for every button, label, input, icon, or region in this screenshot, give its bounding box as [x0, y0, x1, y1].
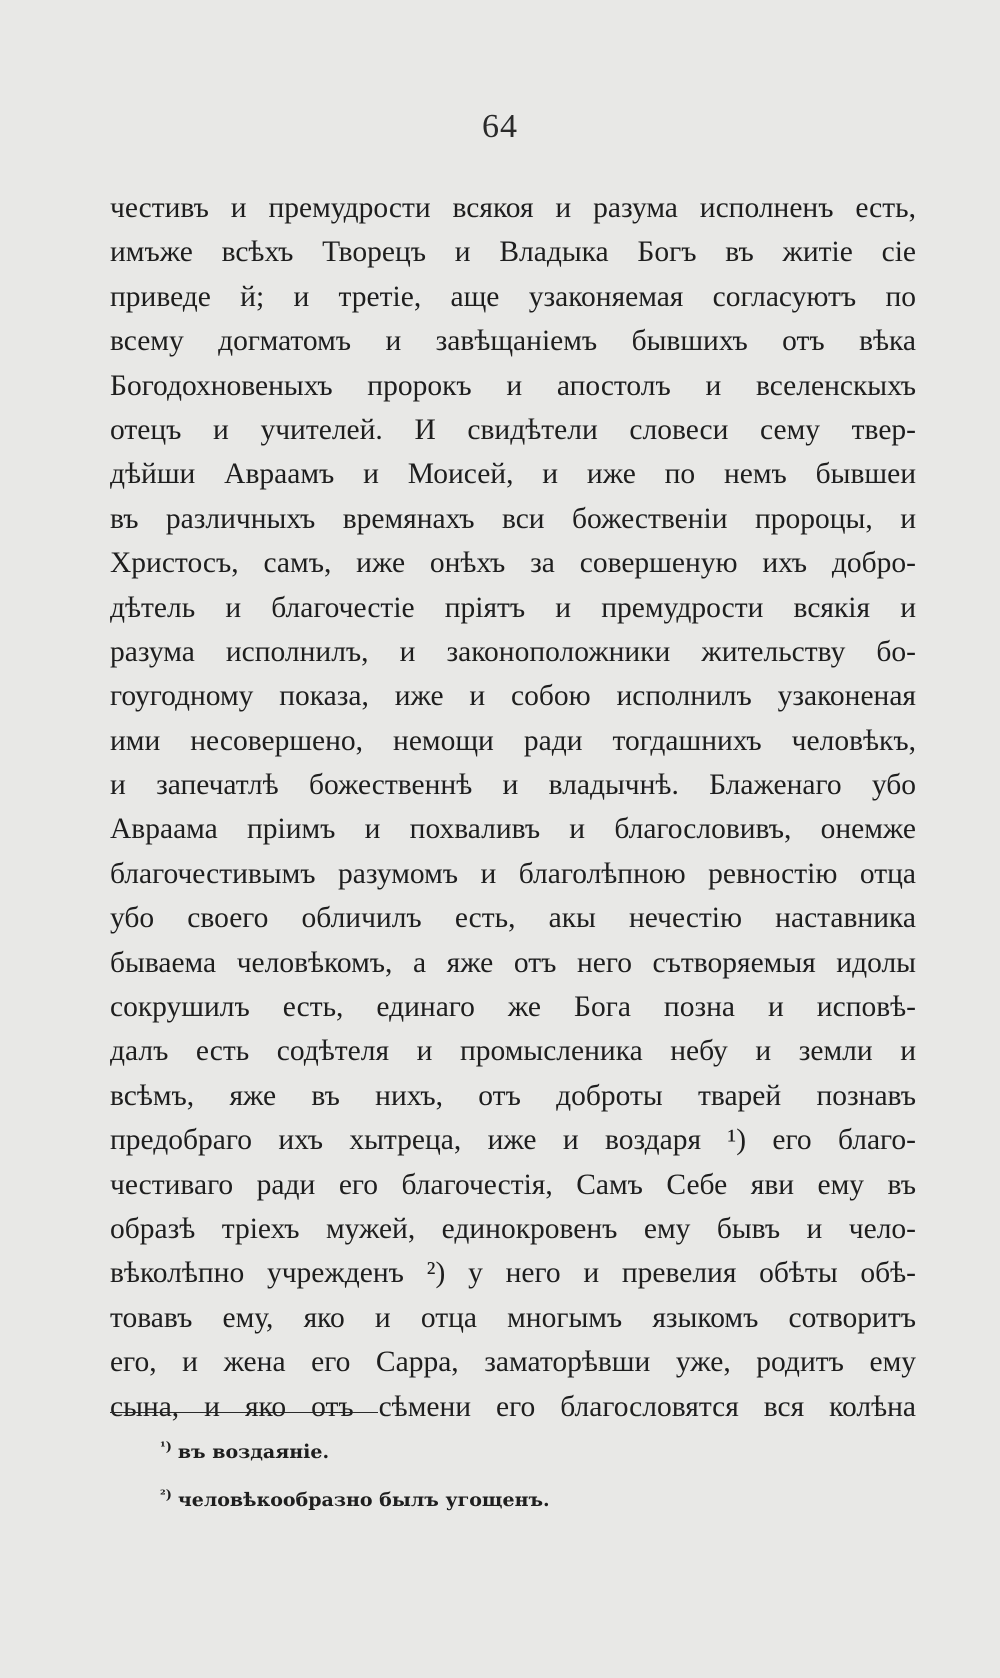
text-line: гоугодному показа, иже и собою исполнилъ узаконеная [110, 680, 916, 713]
text-line: Христосъ, самъ, иже онѣхъ за совершеную ихъ добро- [110, 547, 916, 580]
text-line: честиваго ради его благочестія, Самъ Себе яви ему въ [110, 1168, 916, 1201]
text-line: ими несовершено, немощи ради тогдашнихъ человѣкъ, [110, 724, 916, 757]
footnotes [160, 1424, 860, 1520]
text-line: всему догматомъ и завѣщаніемъ бывшихъ отъ вѣка [110, 325, 916, 358]
footnote [160, 1472, 860, 1520]
text-line: всѣмъ, яже въ нихъ, отъ доброты тварей познавъ [110, 1079, 916, 1112]
text-line: далъ есть содѣтеля и промысленика небу и земли и [110, 1035, 916, 1068]
text-line: честивъ и премудрости всякоя и разума исполненъ есть, [110, 192, 916, 224]
text-line: предобраго ихъ хытреца, иже и воздаря ¹) его благо- [110, 1124, 916, 1157]
text-line: бываема человѣкомъ, а яже отъ него сътворяемыя идолы [110, 946, 916, 979]
text-line: дѣйши Авраамъ и Моисей, и иже по немъ бывшеи [110, 458, 916, 491]
text-line: товавъ ему, яко и отца многымъ языкомъ сотворитъ [110, 1301, 916, 1334]
text-line: Богодохновеныхъ пророкъ и апостолъ и вселенскыхъ [110, 369, 916, 402]
text-line: благочестивымъ разумомъ и благолѣпною ревностію отца [110, 857, 916, 890]
text-line: вѣколѣпно учрежденъ ²) у него и превелия обѣты обѣ- [110, 1257, 916, 1290]
text-line: образѣ тріехъ мужей, единокровенъ ему бывъ и чело- [110, 1212, 916, 1245]
footnote-divider [110, 1412, 378, 1413]
text-line: Авраама пріимъ и похваливъ и благословивъ, онемже [110, 813, 916, 846]
text-line: въ различныхъ времянахъ вси божественіи пророцы, и [110, 502, 916, 535]
footnote-text: человѣкообразно былъ угощенъ. [177, 1489, 550, 1511]
footnote [160, 1424, 860, 1472]
text-line: его, и жена его Сарра, заматорѣвши уже, родитъ ему [110, 1346, 916, 1379]
text-line: разума исполнилъ, и законоположники жительству бо- [110, 635, 916, 668]
footnote-marker: ¹) [160, 1440, 172, 1455]
body-text [110, 186, 916, 1429]
text-line: имъже всѣхъ Творецъ и Владыка Богъ въ житіе сіе [110, 236, 916, 269]
footnote-marker: ²) [160, 1488, 172, 1503]
text-line: приведе й; и третіе, аще узаконяемая согласуютъ по [110, 280, 916, 313]
text-line: убо своего обличилъ есть, акы нечестію наставника [110, 902, 916, 935]
footnote-text: въ воздаяніе. [177, 1441, 330, 1463]
text-line: отецъ и учителей. И свидѣтели словеси сему твер- [110, 413, 916, 446]
text-line: сокрушилъ есть, единаго же Бога позна и исповѣ- [110, 991, 916, 1024]
text-line: и запечатлѣ божественнѣ и владычнѣ. Блаженаго убо [110, 769, 916, 802]
page-number: 64 [482, 108, 518, 145]
text-line: дѣтель и благочестіе пріятъ и премудрости всякія и [110, 591, 916, 624]
text-line: сына, и яко отъ сѣмени его благословятся вся колѣна [110, 1390, 916, 1423]
